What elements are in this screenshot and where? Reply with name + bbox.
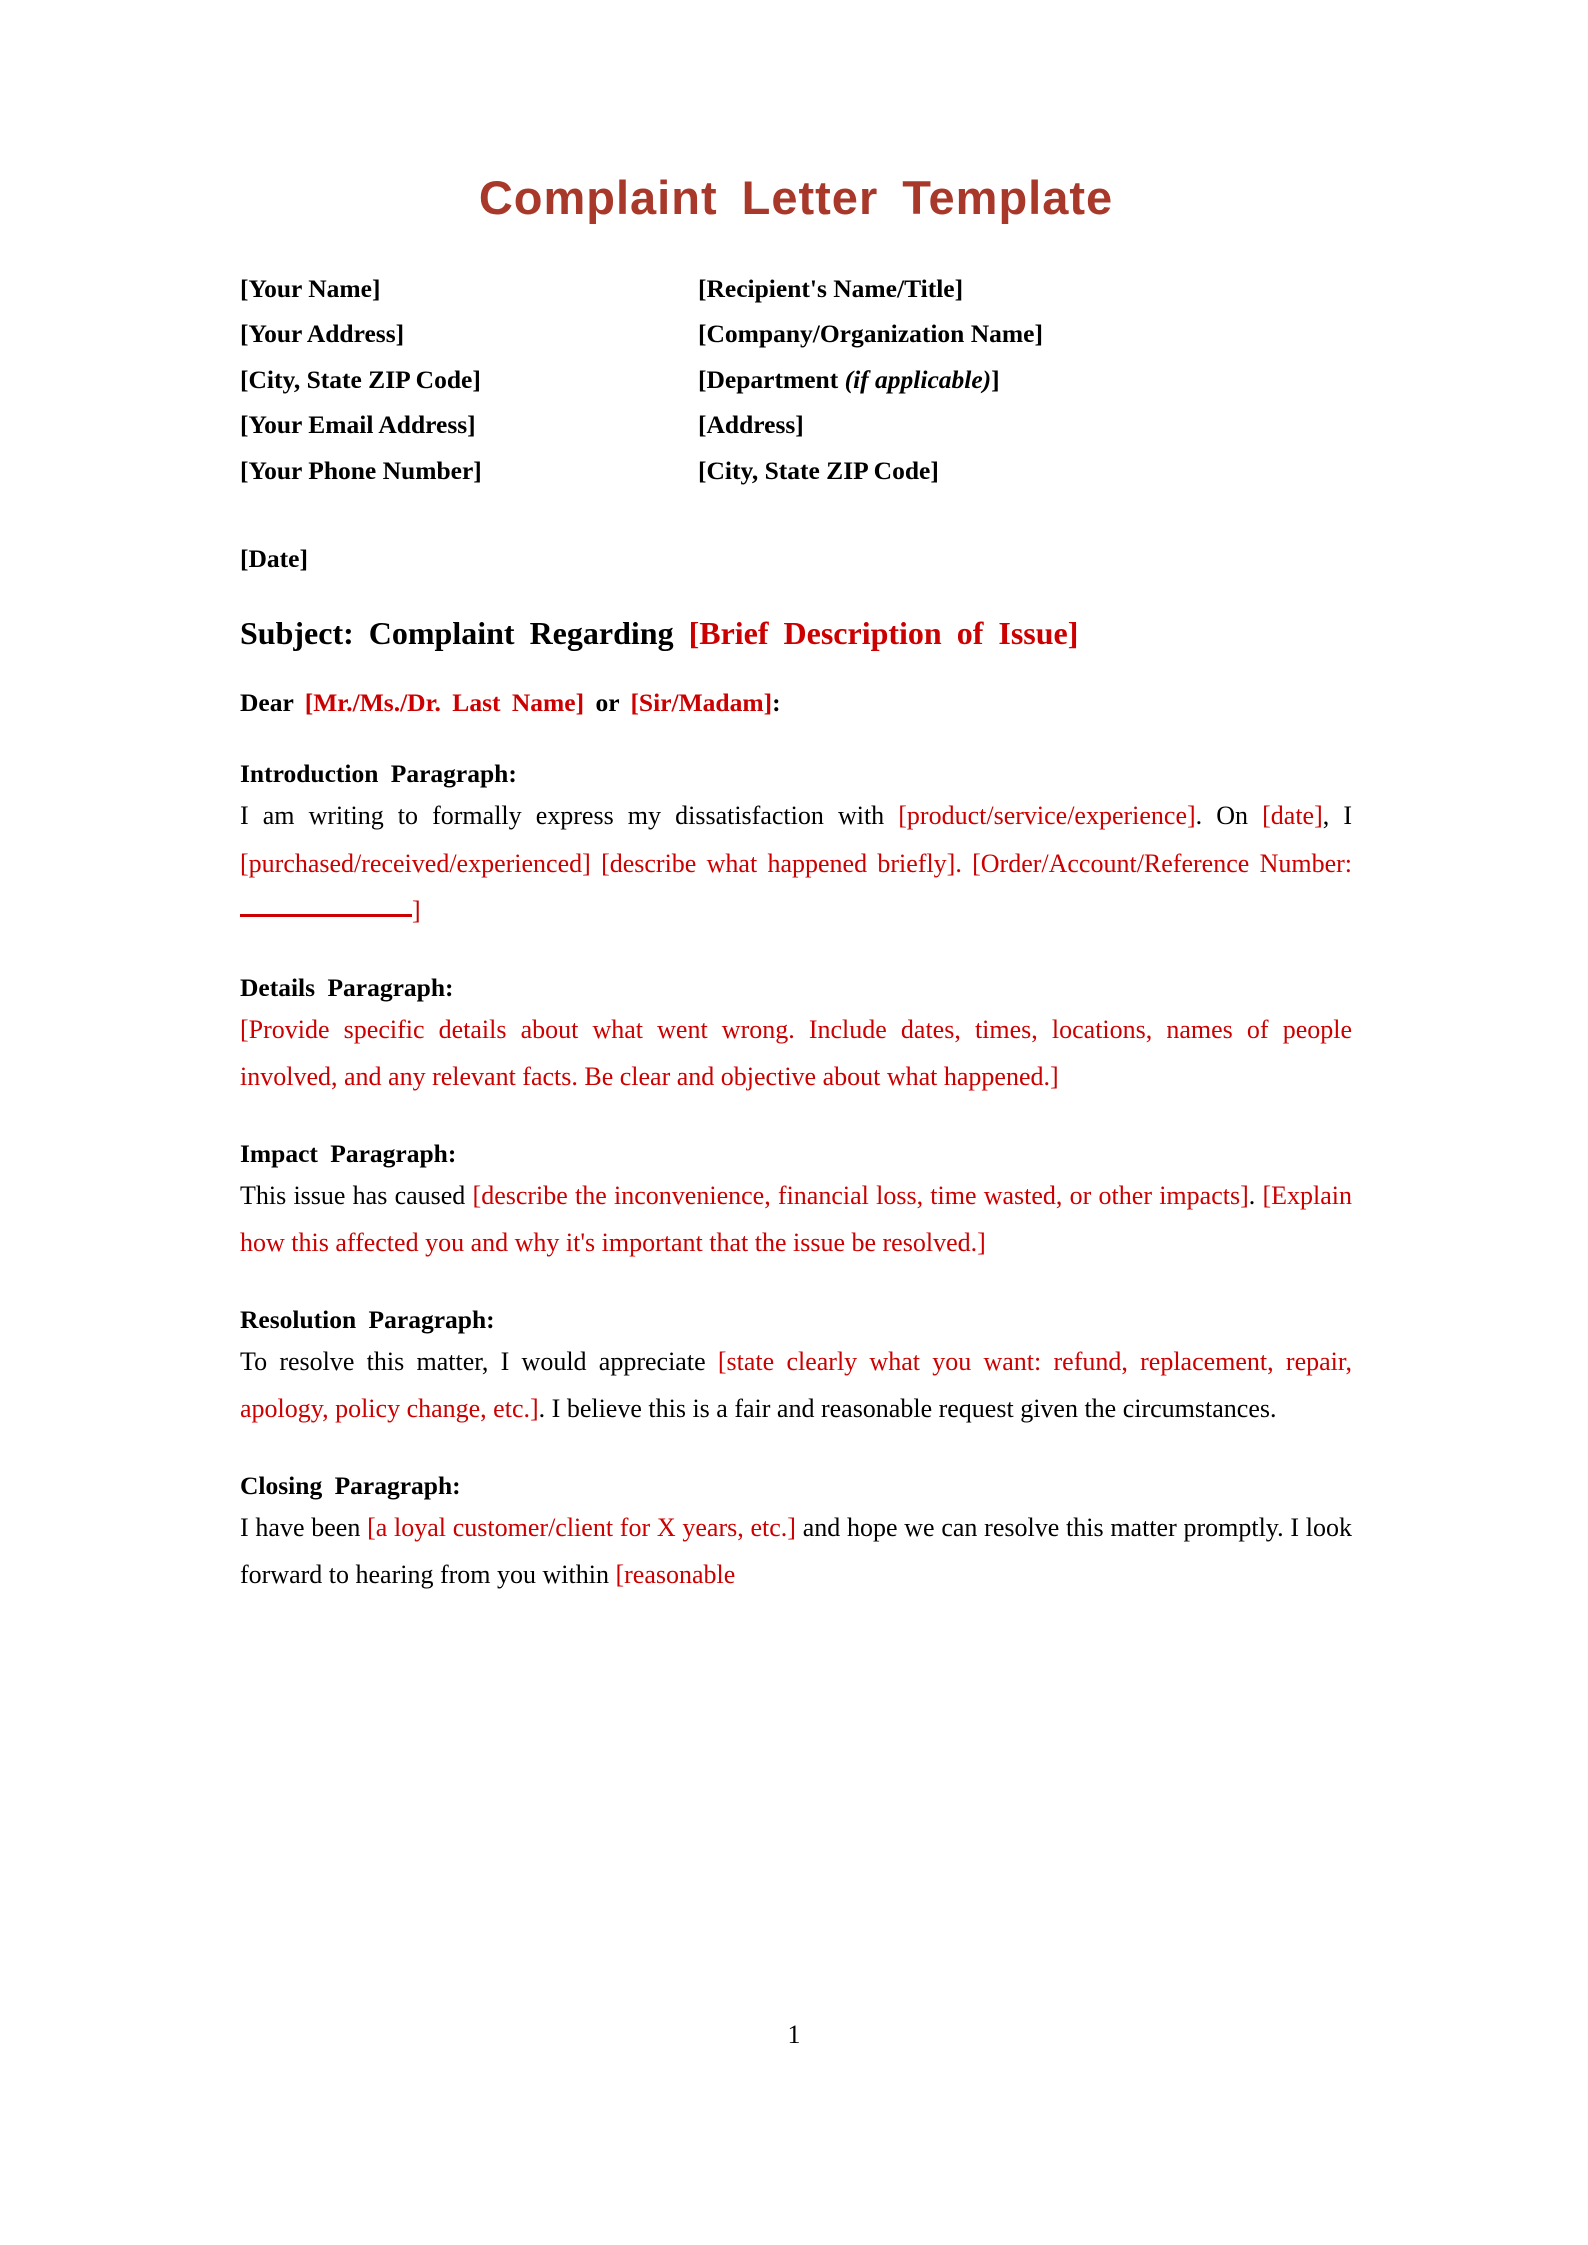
salutation-or: or: [584, 688, 631, 718]
intro-placeholder-1: [product/service/experience]: [898, 801, 1196, 831]
closing-heading: Closing Paragraph:: [240, 1470, 461, 1500]
resolution-paragraph: [240, 1338, 1352, 1433]
salutation-colon: :: [772, 688, 781, 718]
sender-address-column: [240, 266, 698, 494]
department-italic-note: (if applicable): [844, 364, 992, 394]
subject-placeholder: [Brief Description of Issue]: [688, 615, 1079, 652]
salutation-dear: Dear: [240, 688, 305, 718]
recipient-line-company: [Company/Organization Name]: [698, 319, 1043, 349]
sender-line-name: [Your Name]: [240, 273, 381, 303]
intro-text-1: I am writing to formally express my dissatisfaction with: [240, 801, 899, 831]
impact-heading: Impact Paragraph:: [240, 1138, 457, 1168]
intro-placeholder-4: ]: [412, 896, 421, 926]
date-line: [Date]: [240, 544, 308, 574]
intro-placeholder-2: [date]: [1262, 801, 1323, 831]
impact-text-1: This issue has caused: [240, 1180, 473, 1210]
recipient-address-column: [698, 266, 1352, 494]
details-paragraph: [240, 1006, 1352, 1101]
reference-number-blank[interactable]: [240, 914, 412, 917]
impact-placeholder-1: [describe the inconvenience, financial loss, time wasted, or other impacts]: [472, 1180, 1249, 1210]
department-suffix: ]: [991, 364, 1000, 394]
subject-line: [240, 612, 1352, 654]
recipient-line-address: [Address]: [698, 410, 804, 440]
impact-placeholder-2: [Explain how this affected you and why it's important that the issue be resolved.]: [240, 1180, 1352, 1258]
salutation-line: [240, 685, 1352, 721]
section-details: [240, 971, 1352, 1101]
recipient-line-name: [Recipient's Name/Title]: [698, 273, 964, 303]
closing-paragraph: [240, 1504, 1352, 1599]
introduction-heading: Introduction Paragraph:: [240, 759, 517, 789]
impact-text-2: .: [1248, 1180, 1263, 1210]
page-title: Complaint Letter Template: [478, 171, 1114, 224]
recipient-line-city: [City, State ZIP Code]: [698, 455, 939, 485]
page-number: 1: [787, 2020, 801, 2049]
details-heading: Details Paragraph:: [240, 972, 454, 1002]
resolution-text-2: . I believe this is a fair and reasonable request given the circumstances.: [538, 1394, 1277, 1424]
section-resolution: [240, 1303, 1352, 1433]
sender-line-city: [City, State ZIP Code]: [240, 364, 481, 394]
closing-text-1: I have been: [240, 1512, 368, 1542]
salutation-name-placeholder: [Mr./Ms./Dr. Last Name]: [304, 688, 585, 718]
section-introduction: [240, 757, 1352, 935]
sender-line-email: [Your Email Address]: [240, 410, 476, 440]
resolution-text-1: To resolve this matter, I would appreciate: [240, 1346, 718, 1376]
document-content: [240, 0, 1352, 1599]
resolution-heading: Resolution Paragraph:: [240, 1304, 495, 1334]
details-placeholder-1: [Provide specific details about what went wrong. Include dates, times, locations, names of people involved, and any relevant facts. Be clear and objective about what happened.]: [240, 1014, 1352, 1092]
address-block: [240, 266, 1352, 494]
resolution-placeholder-1: [state clearly what you want: refund, replacement, repair, apology, policy change, etc.]: [240, 1346, 1352, 1424]
intro-text-3: , I: [1322, 801, 1352, 831]
sender-line-address: [Your Address]: [240, 319, 405, 349]
impact-paragraph: [240, 1172, 1352, 1267]
sender-line-phone: [Your Phone Number]: [240, 455, 482, 485]
section-impact: [240, 1137, 1352, 1267]
subject-label: Subject: Complaint Regarding: [240, 615, 689, 652]
intro-text-2: . On: [1195, 801, 1263, 831]
salutation-generic-placeholder: [Sir/Madam]: [630, 688, 773, 718]
recipient-line-department: [698, 357, 1352, 403]
intro-placeholder-3: [purchased/received/experienced] [describe what happened briefly]. [Order/Account/Reference Number:: [240, 848, 1352, 878]
closing-placeholder-1: [a loyal customer/client for X years, etc.]: [367, 1512, 796, 1542]
closing-placeholder-2: [reasonable: [615, 1560, 736, 1590]
section-closing: [240, 1469, 1352, 1599]
department-prefix: [Department: [698, 364, 845, 394]
closing-text-2: and hope we can resolve this matter promptly. I look forward to hearing from you within: [240, 1512, 1352, 1590]
introduction-paragraph: [240, 792, 1352, 935]
